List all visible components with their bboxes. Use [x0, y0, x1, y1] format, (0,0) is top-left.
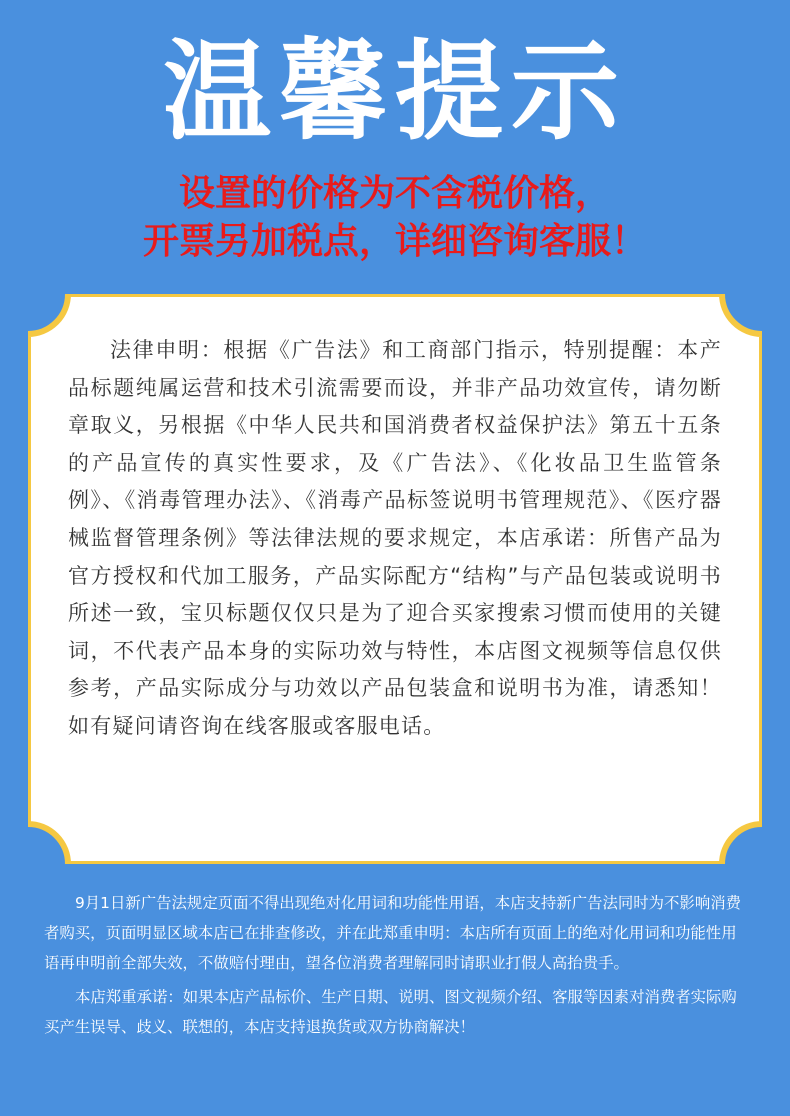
advertising-law-notice	[44, 888, 746, 1046]
notice-paragraph-1: 9月1日新广告法规定页面不得出现绝对化用词和功能性用语，本店支持新广告法同时为不影响消费者购买，页面明显区域本店已在排查修改，并在此郑重申明：本店所有页面上的绝对化用词和功能性用语再申明前全部失效，不做赔付理由，望各位消费者理解同时请职业打假人高抬贵手。	[44, 894, 741, 972]
price-notice-line-1: 设置的价格为不含税价格，	[178, 173, 611, 214]
notice-paragraph-2: 本店郑重承诺：如果本店产品标价、生产日期、说明、图文视频介绍、客服等因素对消费者实际购买产生误导、歧义、联想的，本店支持退换货或双方协商解决！	[44, 988, 737, 1036]
legal-statement-card	[28, 294, 762, 864]
price-notice	[0, 170, 790, 266]
legal-statement-text: 法律申明：根据《广告法》和工商部门指示，特别提醒：本产品标题纯属运营和技术引流需要而设，并非产品功效宣传，请勿断章取义，另根据《中华人民共和国消费者权益保护法》第五十五条的产品宣传的真实性要求，及《广告法》、《化妆品卫生监管条例》、《消毒管理办法》、《消毒产品标签说明书管理规范》、《医疗器械监督管理条例》等法律法规的要求规定，本店承诺：所售产品为官方授权和代加工服务，产品实际配方“结构”与产品包装或说明书所述一致，宝贝标题仅仅只是为了迎合买家搜索习惯而使用的关键词，不代表产品本身的实际功效与特性，本店图文视频等信息仅供参考，产品实际成分与功效以产品包装盒和说明书为准，请悉知！如有疑问请咨询在线客服或客服电话。	[68, 338, 722, 738]
price-notice-line-2: 开票另加税点，详细咨询客服！	[142, 221, 647, 262]
page-title: 温馨提示	[162, 30, 627, 155]
